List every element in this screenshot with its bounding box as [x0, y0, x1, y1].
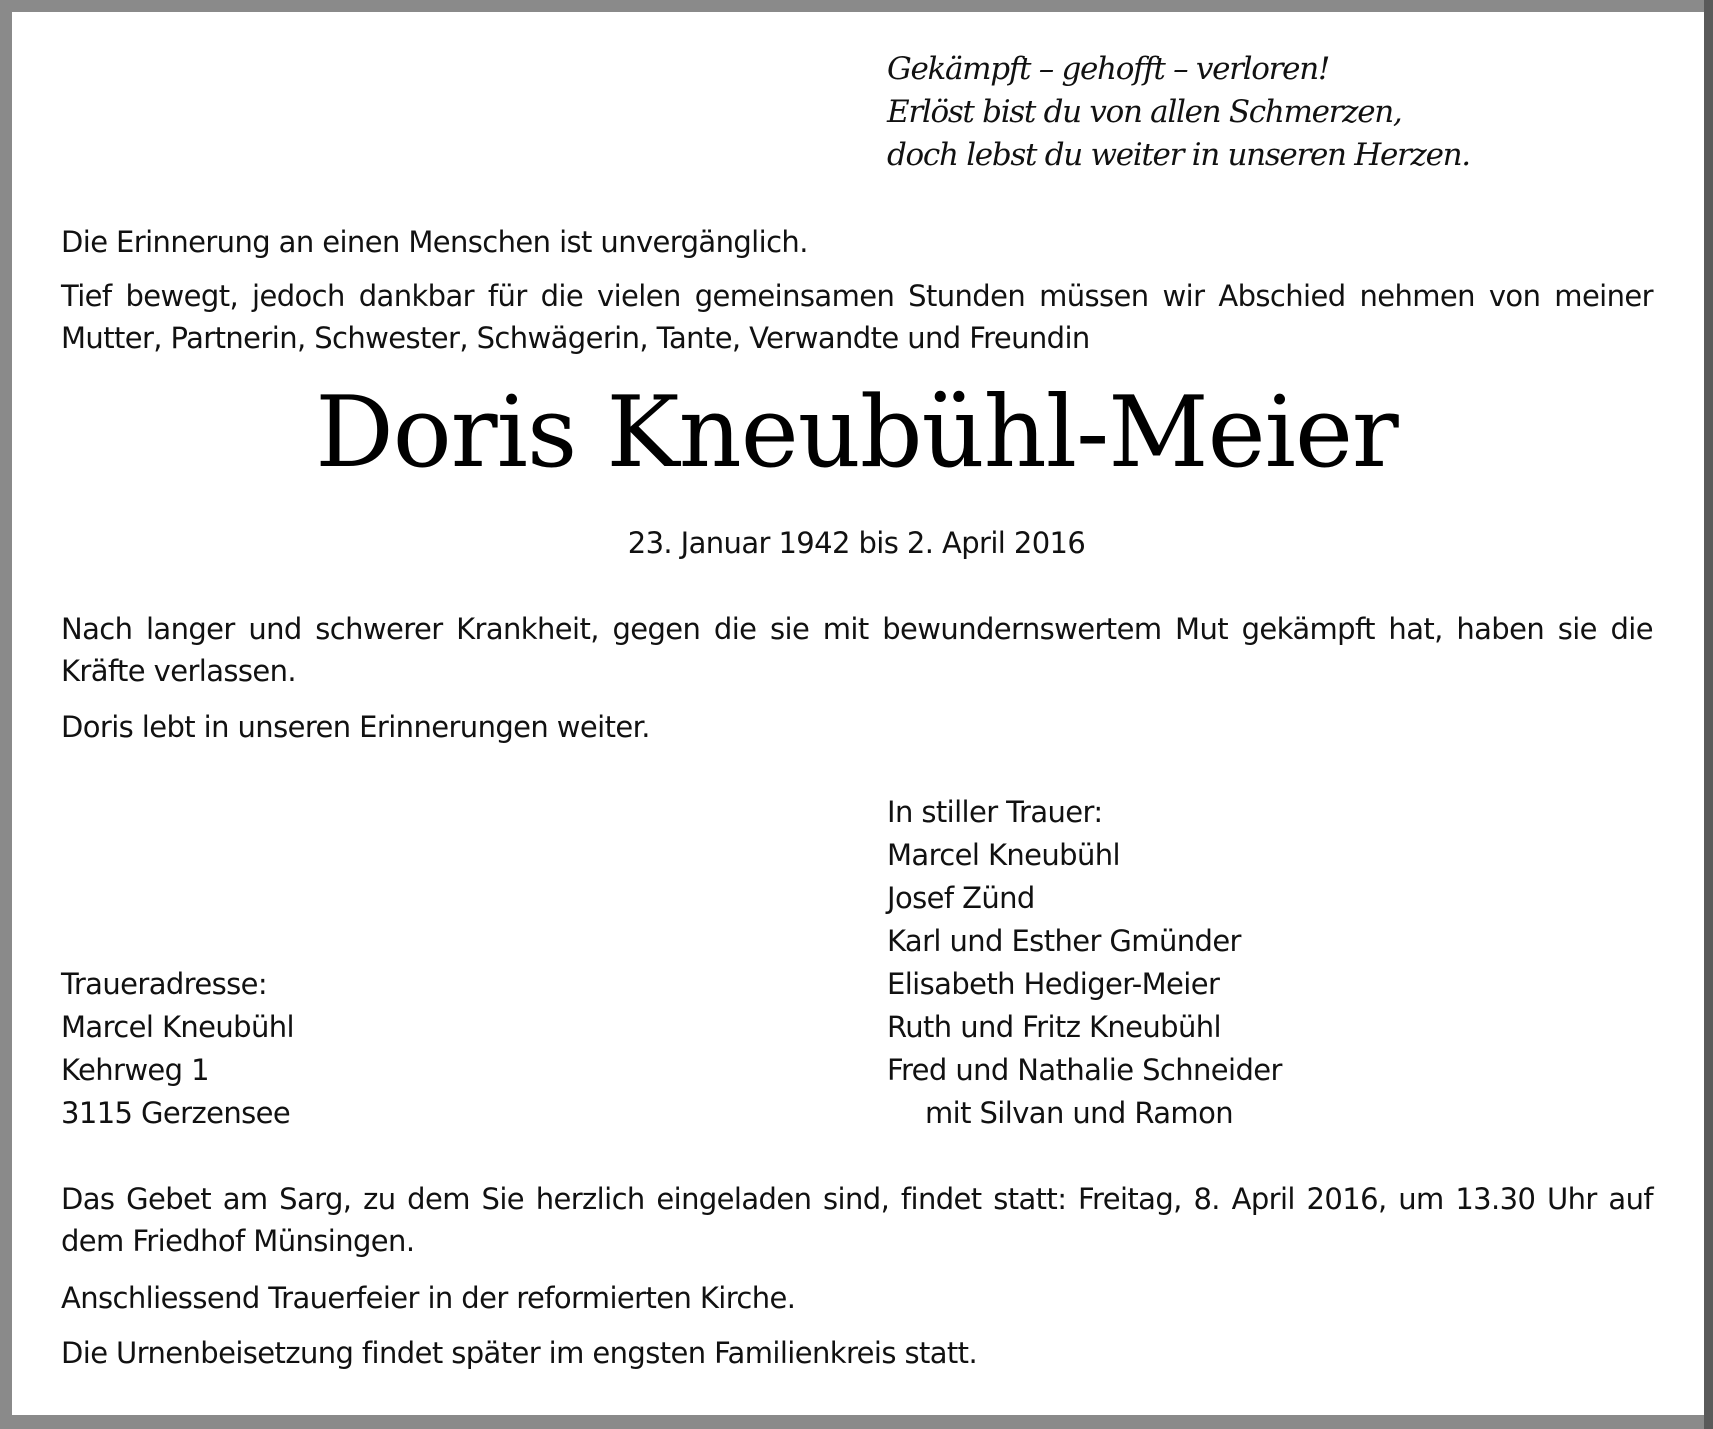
intro-text: Die Erinnerung an einen Menschen ist unvergänglich.: [61, 225, 808, 259]
ceremony-text: Anschliessend Trauerfeier in der reformierten Kirche.: [61, 1281, 796, 1315]
address-name: Marcel Kneubühl: [61, 1010, 294, 1044]
mourner-name: Josef Zünd: [887, 881, 1035, 915]
poem-line-3: doch lebst du weiter in unseren Herzen.: [887, 137, 1470, 173]
illness-text: Nach langer und schwerer Krankheit, gegen die sie mit bewundernswertem Mut gekämpft hat, haben sie die Kräfte verlassen.: [61, 612, 1653, 688]
address-city: 3115 Gerzensee: [61, 1096, 291, 1130]
mourning-address: [61, 963, 294, 1135]
page-edge: [1704, 0, 1713, 1429]
burial-text: Die Urnenbeisetzung findet später im engsten Familienkreis statt.: [61, 1336, 978, 1370]
life-dates: 23. Januar 1942 bis 2. April 2016: [627, 526, 1086, 560]
address-street: Kehrweg 1: [61, 1053, 209, 1087]
mourner-name: Fred und Nathalie Schneider: [887, 1053, 1282, 1087]
mourners-heading: In stiller Trauer:: [887, 795, 1103, 829]
mourner-name: Karl und Esther Gmünder: [887, 924, 1241, 958]
deceased-name: Doris Kneubühl-Meier: [315, 376, 1398, 490]
mourners-list: [887, 791, 1282, 1135]
poem-line-1: Gekämpft – gehofft – verloren!: [887, 51, 1330, 87]
memory-text: Doris lebt in unseren Erinnerungen weiter.: [61, 710, 650, 744]
mourner-name: Marcel Kneubühl: [887, 838, 1120, 872]
address-heading: Traueradresse:: [61, 967, 268, 1001]
memorial-poem: [887, 48, 1470, 177]
mourner-name: Ruth und Fritz Kneubühl: [887, 1010, 1221, 1044]
mourner-children: mit Silvan und Ramon: [925, 1096, 1233, 1130]
farewell-text: Tief bewegt, jedoch dankbar für die vielen gemeinsamen Stunden müssen wir Abschied nehmen von meiner Mutter, Partnerin, Schwester, Schwägerin, Tante, Verwandte und Freundin: [61, 279, 1653, 355]
prayer-text: Das Gebet am Sarg, zu dem Sie herzlich eingeladen sind, findet statt: Freitag, 8. April 2016, um 13.30 Uhr auf dem Friedhof Münsingen.: [61, 1182, 1653, 1258]
mourner-name: Elisabeth Hediger-Meier: [887, 967, 1220, 1001]
poem-line-2: Erlöst bist du von allen Schmerzen,: [887, 94, 1402, 130]
